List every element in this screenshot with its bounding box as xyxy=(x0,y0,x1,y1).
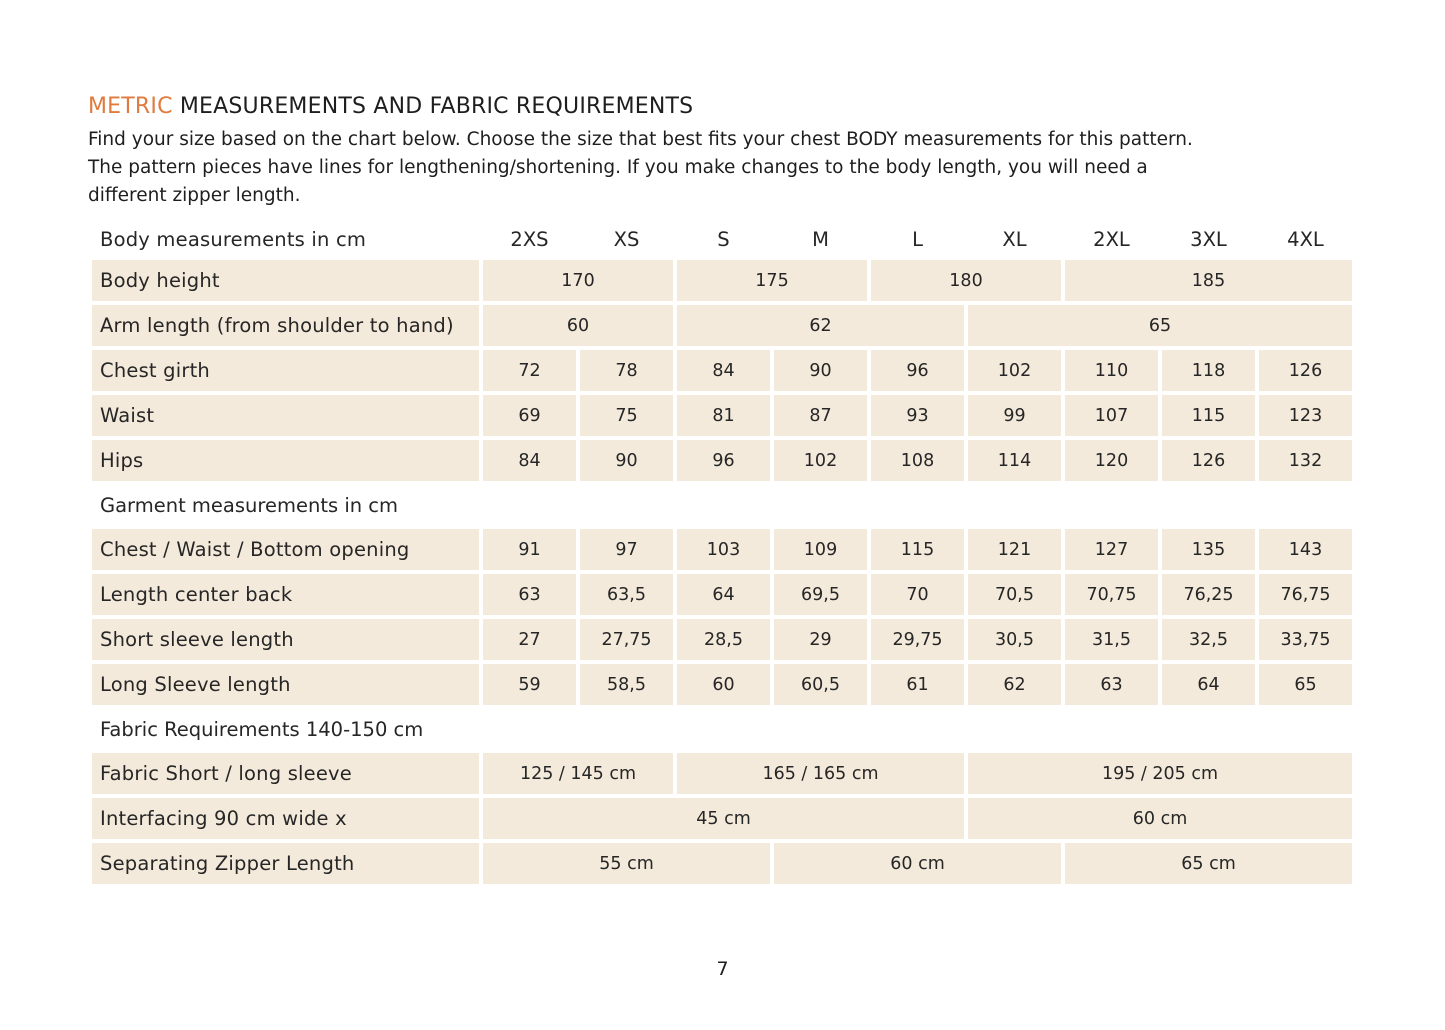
table-cell: 195 / 205 cm xyxy=(968,753,1352,794)
size-header-4xl: 4XL xyxy=(1287,227,1324,251)
row-label: Body height xyxy=(92,260,479,301)
row-label: Length center back xyxy=(92,574,479,615)
table-cell: 90 xyxy=(580,440,673,481)
table-cell: 87 xyxy=(774,395,867,436)
short-sleeve-row xyxy=(92,619,1352,660)
row-label: Arm length (from shoulder to hand) xyxy=(92,305,479,346)
intro-line-1: Find your size based on the chart below. Choose the size that best fits your chest BODY measurements for this pattern. xyxy=(88,129,1193,150)
size-header-2xl: 2XL xyxy=(1093,227,1130,251)
row-label: Short sleeve length xyxy=(92,619,479,660)
table-cell: 81 xyxy=(677,395,770,436)
fabric-section-row xyxy=(92,709,1352,749)
table-cell: 70,5 xyxy=(968,574,1061,615)
table-cell: 31,5 xyxy=(1065,619,1158,660)
table-cell: 90 xyxy=(774,350,867,391)
table-cell: 165 / 165 cm xyxy=(677,753,964,794)
table-cell: 114 xyxy=(968,440,1061,481)
row-label: Hips xyxy=(92,440,479,481)
table-cell: 60,5 xyxy=(774,664,867,705)
table-cell: 103 xyxy=(677,529,770,570)
table-cell: 32,5 xyxy=(1162,619,1255,660)
section-heading: Garment measurements in cm xyxy=(100,493,399,517)
table-cell: 121 xyxy=(968,529,1061,570)
table-cell: 61 xyxy=(871,664,964,705)
table-cell: 70 xyxy=(871,574,964,615)
size-header-2xs: 2XS xyxy=(510,227,549,251)
row-label: Interfacing 90 cm wide x xyxy=(92,798,479,839)
zipper-row xyxy=(92,843,1352,884)
page-number: 7 xyxy=(716,958,729,980)
table-cell: 63,5 xyxy=(580,574,673,615)
body-height-row xyxy=(92,260,1352,301)
table-cell: 60 xyxy=(483,305,673,346)
table-cell: 55 cm xyxy=(483,843,770,884)
table-cell: 102 xyxy=(774,440,867,481)
size-header-l: L xyxy=(912,227,923,251)
table-cell: 29 xyxy=(774,619,867,660)
row-label: Separating Zipper Length xyxy=(92,843,479,884)
table-cell: 118 xyxy=(1162,350,1255,391)
table-cell: 108 xyxy=(871,440,964,481)
table-cell: 123 xyxy=(1259,395,1352,436)
intro-line-3: different zipper length. xyxy=(88,185,301,206)
table-cell: 76,75 xyxy=(1259,574,1352,615)
row-label: Chest / Waist / Bottom opening xyxy=(92,529,479,570)
table-cell: 170 xyxy=(483,260,673,301)
table-cell: 58,5 xyxy=(580,664,673,705)
row-label: Chest girth xyxy=(92,350,479,391)
table-cell: 135 xyxy=(1162,529,1255,570)
table-cell: 96 xyxy=(677,440,770,481)
table-cell: 28,5 xyxy=(677,619,770,660)
table-cell: 60 xyxy=(677,664,770,705)
table-cell: 102 xyxy=(968,350,1061,391)
table-cell: 120 xyxy=(1065,440,1158,481)
length-center-back-row xyxy=(92,574,1352,615)
table-cell: 99 xyxy=(968,395,1061,436)
table-cell: 175 xyxy=(677,260,867,301)
table-cell: 69,5 xyxy=(774,574,867,615)
table-cell: 180 xyxy=(871,260,1061,301)
table-cell: 45 cm xyxy=(483,798,964,839)
table-cell: 109 xyxy=(774,529,867,570)
intro-paragraph xyxy=(88,126,1378,210)
table-cell: 115 xyxy=(871,529,964,570)
table-cell: 185 xyxy=(1065,260,1352,301)
table-cell: 33,75 xyxy=(1259,619,1352,660)
size-chart-table xyxy=(88,218,1356,888)
table-cell: 127 xyxy=(1065,529,1158,570)
intro-line-2: The pattern pieces have lines for lengthening/shortening. If you make changes to the body length, you will need a xyxy=(88,157,1148,178)
heading-accent: METRIC xyxy=(88,94,173,119)
row-label: Fabric Short / long sleeve xyxy=(92,753,479,794)
chest-girth-row xyxy=(92,350,1352,391)
table-cell: 107 xyxy=(1065,395,1158,436)
row-label: Waist xyxy=(92,395,479,436)
header-label: Body measurements in cm xyxy=(100,227,367,251)
table-cell: 59 xyxy=(483,664,576,705)
table-cell: 76,25 xyxy=(1162,574,1255,615)
table-cell: 78 xyxy=(580,350,673,391)
table-cell: 62 xyxy=(968,664,1061,705)
table-cell: 84 xyxy=(677,350,770,391)
garment-section-row xyxy=(92,485,1352,525)
size-header-xs: XS xyxy=(613,227,640,251)
table-cell: 125 / 145 cm xyxy=(483,753,673,794)
size-header-m: M xyxy=(812,227,829,251)
table-cell: 65 cm xyxy=(1065,843,1352,884)
table-cell: 72 xyxy=(483,350,576,391)
table-cell: 93 xyxy=(871,395,964,436)
size-header-s: S xyxy=(717,227,730,251)
table-cell: 29,75 xyxy=(871,619,964,660)
fabric-short-long-row xyxy=(92,753,1352,794)
table-cell: 62 xyxy=(677,305,964,346)
table-cell: 63 xyxy=(1065,664,1158,705)
table-cell: 69 xyxy=(483,395,576,436)
table-cell: 60 cm xyxy=(968,798,1352,839)
table-cell: 132 xyxy=(1259,440,1352,481)
table-cell: 65 xyxy=(1259,664,1352,705)
table-cell: 97 xyxy=(580,529,673,570)
section-heading: Fabric Requirements 140-150 cm xyxy=(100,717,424,741)
table-cell: 70,75 xyxy=(1065,574,1158,615)
heading-text: MEASUREMENTS AND FABRIC REQUIREMENTS xyxy=(172,94,694,119)
row-label: Long Sleeve length xyxy=(92,664,479,705)
page-heading xyxy=(88,94,693,119)
table-cell: 126 xyxy=(1162,440,1255,481)
table-cell: 65 xyxy=(968,305,1352,346)
table-cell: 27 xyxy=(483,619,576,660)
size-header-3xl: 3XL xyxy=(1190,227,1227,251)
table-cell: 27,75 xyxy=(580,619,673,660)
table-cell: 64 xyxy=(677,574,770,615)
table-cell: 63 xyxy=(483,574,576,615)
table-cell: 75 xyxy=(580,395,673,436)
table-cell: 91 xyxy=(483,529,576,570)
hips-row xyxy=(92,440,1352,481)
table-cell: 64 xyxy=(1162,664,1255,705)
table-cell: 84 xyxy=(483,440,576,481)
size-header-xl: XL xyxy=(1002,227,1027,251)
waist-row xyxy=(92,395,1352,436)
table-cell: 115 xyxy=(1162,395,1255,436)
arm-length-row xyxy=(92,305,1352,346)
table-cell: 30,5 xyxy=(968,619,1061,660)
table-cell: 126 xyxy=(1259,350,1352,391)
table-cell: 96 xyxy=(871,350,964,391)
long-sleeve-row xyxy=(92,664,1352,705)
table-cell: 110 xyxy=(1065,350,1158,391)
table-cell: 143 xyxy=(1259,529,1352,570)
size-header-row xyxy=(92,222,1352,256)
interfacing-row xyxy=(92,798,1352,839)
chest-waist-bottom-row xyxy=(92,529,1352,570)
table-cell: 60 cm xyxy=(774,843,1061,884)
